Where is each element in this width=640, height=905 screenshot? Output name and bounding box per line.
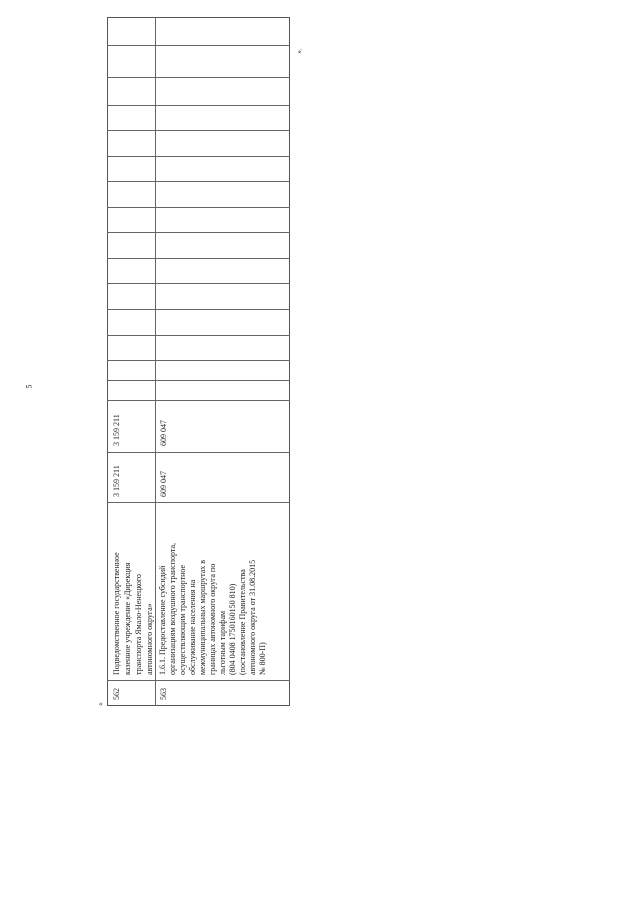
row-divider [107, 360, 290, 361]
row-divider [107, 45, 290, 46]
row-number: 562 [112, 688, 121, 700]
value-cell: 3 159 211 [112, 465, 121, 497]
value-cell: 3 159 211 [112, 414, 121, 446]
row-divider [107, 207, 290, 208]
row-divider [107, 400, 290, 401]
column-divider [155, 17, 156, 706]
row-divider [107, 283, 290, 284]
row-divider [107, 309, 290, 310]
row-divider [107, 380, 290, 381]
row-divider [107, 77, 290, 78]
closing-quote: ». [295, 48, 304, 54]
value-cell: 609 047 [159, 420, 168, 446]
row-number: 563 [159, 688, 168, 700]
row-divider [107, 452, 290, 453]
row-divider [107, 130, 290, 131]
page-number: 5 [24, 384, 34, 389]
row-divider [107, 335, 290, 336]
row-name: Подведомственное государственное казенное учреждение «Дирекция транспорта Ямало-Ненецкого автономного округа» [112, 552, 154, 675]
row-divider [107, 232, 290, 233]
row-divider [107, 181, 290, 182]
row-divider [107, 258, 290, 259]
opening-quote: « [99, 700, 103, 708]
row-divider [107, 156, 290, 157]
row-divider [107, 680, 290, 681]
row-name: 1.6.1. Предоставление субсидий организациям воздушного транспорта, осуществляющим транспортное обслуживание населения на межмуниципальных маршрутах в границах автономного округа по льготным тарифам (804 0408 1750160150 810) (постановление Правительства автономного округа от 31.08.2015 № 800-П) [158, 542, 267, 675]
row-divider [107, 105, 290, 106]
row-divider [107, 502, 290, 503]
value-cell: 609 047 [159, 471, 168, 497]
